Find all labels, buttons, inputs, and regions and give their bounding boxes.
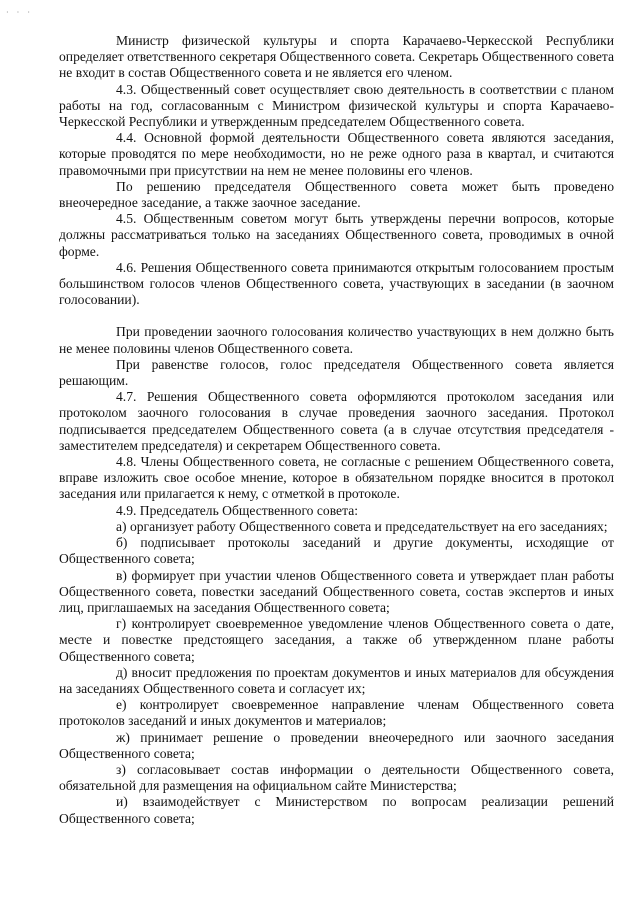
list-item: з) согласовывает состав информации о деятельности Общественного совета, обязательной для размещения на официальном сайте Министерства; xyxy=(59,761,614,794)
paragraph: Министр физической культуры и спорта Карачаево-Черкесской Республики определяет ответственного секретаря Общественного совета. Секретарь Общественного совета не входит в состав Общественного совета и не является его членом. xyxy=(59,33,614,81)
list-item: а) организует работу Общественного совета и председательствует на его заседаниях; xyxy=(116,518,608,534)
paragraph: 4.3. Общественный совет осуществляет свою деятельность в соответствии с планом работы на год, согласованным с Министром физической культуры и спорта Карачаево-Черкесской Республики и утвержденным председателем Общественного совета. xyxy=(59,81,614,130)
list-item: и) взаимодействует с Министерством по вопросам реализации решений Общественного совета; xyxy=(59,794,614,826)
list-item: ж) принимает решение о проведении внеочередного или заочного заседания Общественного совета; xyxy=(59,729,614,761)
list-item: е) контролирует своевременное направление членам Общественного совета протоколов заседаний и иных документов и материалов; xyxy=(59,697,614,729)
paragraph: 4.9. Председатель Общественного совета: xyxy=(116,502,358,518)
paragraph: 4.7. Решения Общественного совета оформляются протоколом заседания или протоколом заочного голосования в случае проведения заочного заседания. Протокол подписывается председателем Общественного совета (а в случае отсутствия председателя - заместителем председателя) и секретарем Общественного совета. xyxy=(59,389,614,453)
paragraph: 4.5. Общественным советом могут быть утверждены перечни вопросов, которые должны рассматриваться только на заседаниях Общественного совета, проводимых в очной форме. xyxy=(59,211,614,259)
paragraph: По решению председателя Общественного совета может быть проведено внеочередное заседание, а также заочное заседание. xyxy=(59,178,614,211)
paragraph: 4.8. Члены Общественного совета, не согласные с решением Общественного совета, вправе изложить свое особое мнение, которое в обязательном порядке вносится в протокол заседания или прилагается к нему, с отметкой в протоколе. xyxy=(59,454,614,502)
paragraph: При равенстве голосов, голос председателя Общественного совета является решающим. xyxy=(59,356,614,389)
list-item: в) формирует при участии членов Общественного совета и утверждает план работы Общественного совета, повестки заседаний Общественного совета, состав экспертов и иных лиц, приглашаемых на заседания Общественного совета; xyxy=(59,567,614,615)
paragraph: При проведении заочного голосования количество участвующих в нем должно быть не менее половины членов Общественного совета. xyxy=(59,324,614,356)
document-body xyxy=(59,33,614,827)
list-item: г) контролирует своевременное уведомление членов Общественного совета о дате, месте и повестке предстоящего заседания, а также об утвержденном плане работы Общественного совета; xyxy=(59,616,614,664)
paragraph: 4.6. Решения Общественного совета принимаются открытым голосованием простым большинством голосов членов Общественного совета, участвующих в заседании (в заочном голосовании). xyxy=(59,259,614,308)
list-item: б) подписывает протоколы заседаний и другие документы, исходящие от Общественного совета; xyxy=(59,535,614,567)
list-item: д) вносит предложения по проектам документов и иных материалов для обсуждения на заседаниях Общественного совета и согласует их; xyxy=(59,664,614,696)
scan-artifact: · · · xyxy=(6,8,33,17)
paragraph: 4.4. Основной формой деятельности Общественного совета являются заседания, которые проводятся по мере необходимости, но не реже одного раза в квартал, и считаются правомочными при присутствии на нем не менее половины его членов. xyxy=(59,130,614,178)
